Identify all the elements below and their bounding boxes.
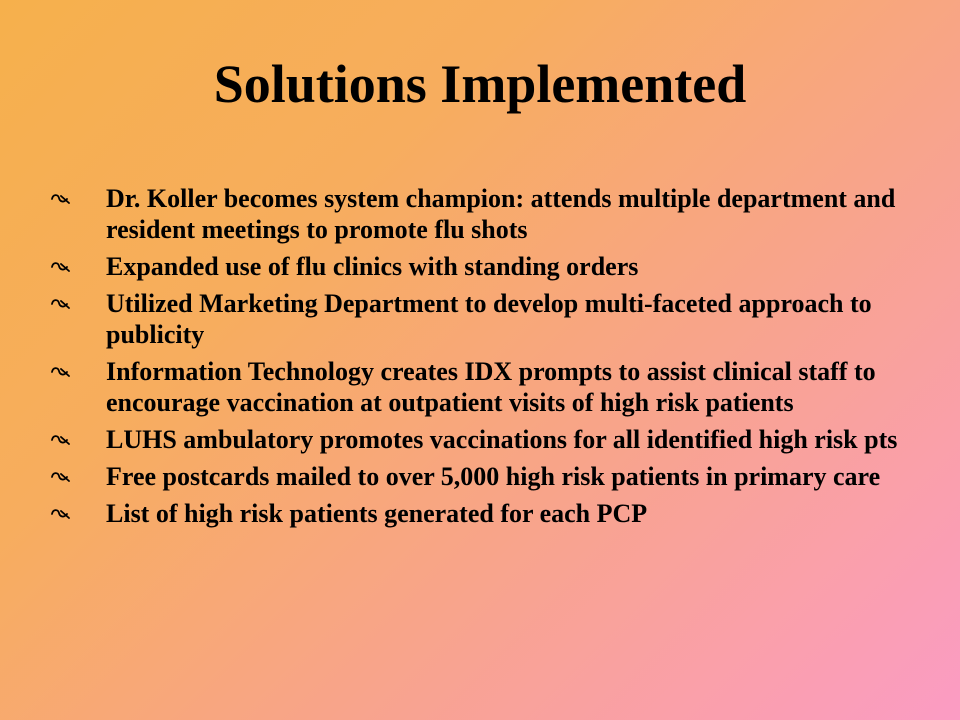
flourish-icon: [50, 433, 70, 447]
bullet-item: [50, 356, 910, 418]
bullet-text: List of high risk patients generated for each PCP: [106, 499, 648, 528]
bullet-text: Information Technology creates IDX prompts to assist clinical staff to encourage vaccination at outpatient visits of high risk patients: [106, 357, 876, 417]
bullet-text: LUHS ambulatory promotes vaccinations for all identified high risk pts: [106, 425, 898, 454]
bullet-item: [50, 288, 910, 350]
flourish-icon: [50, 365, 70, 379]
bullet-item: [50, 461, 910, 492]
bullet-item: [50, 251, 910, 282]
bullet-item: [50, 183, 910, 245]
bullet-text: Free postcards mailed to over 5,000 high risk patients in primary care: [106, 462, 881, 491]
bullet-item: [50, 424, 910, 455]
bullet-list: [50, 183, 910, 535]
flourish-icon: [50, 297, 70, 311]
bullet-item: [50, 498, 910, 529]
bullet-text: Dr. Koller becomes system champion: attends multiple department and resident meetings to promote flu shots: [106, 184, 896, 244]
flourish-icon: [50, 260, 70, 274]
slide-title: Solutions Implemented: [213, 54, 747, 114]
flourish-icon: [50, 192, 70, 206]
bullet-text: Utilized Marketing Department to develop multi-faceted approach to publicity: [106, 289, 872, 349]
flourish-icon: [50, 470, 70, 484]
flourish-icon: [50, 507, 70, 521]
bullet-text: Expanded use of flu clinics with standing orders: [106, 252, 639, 281]
